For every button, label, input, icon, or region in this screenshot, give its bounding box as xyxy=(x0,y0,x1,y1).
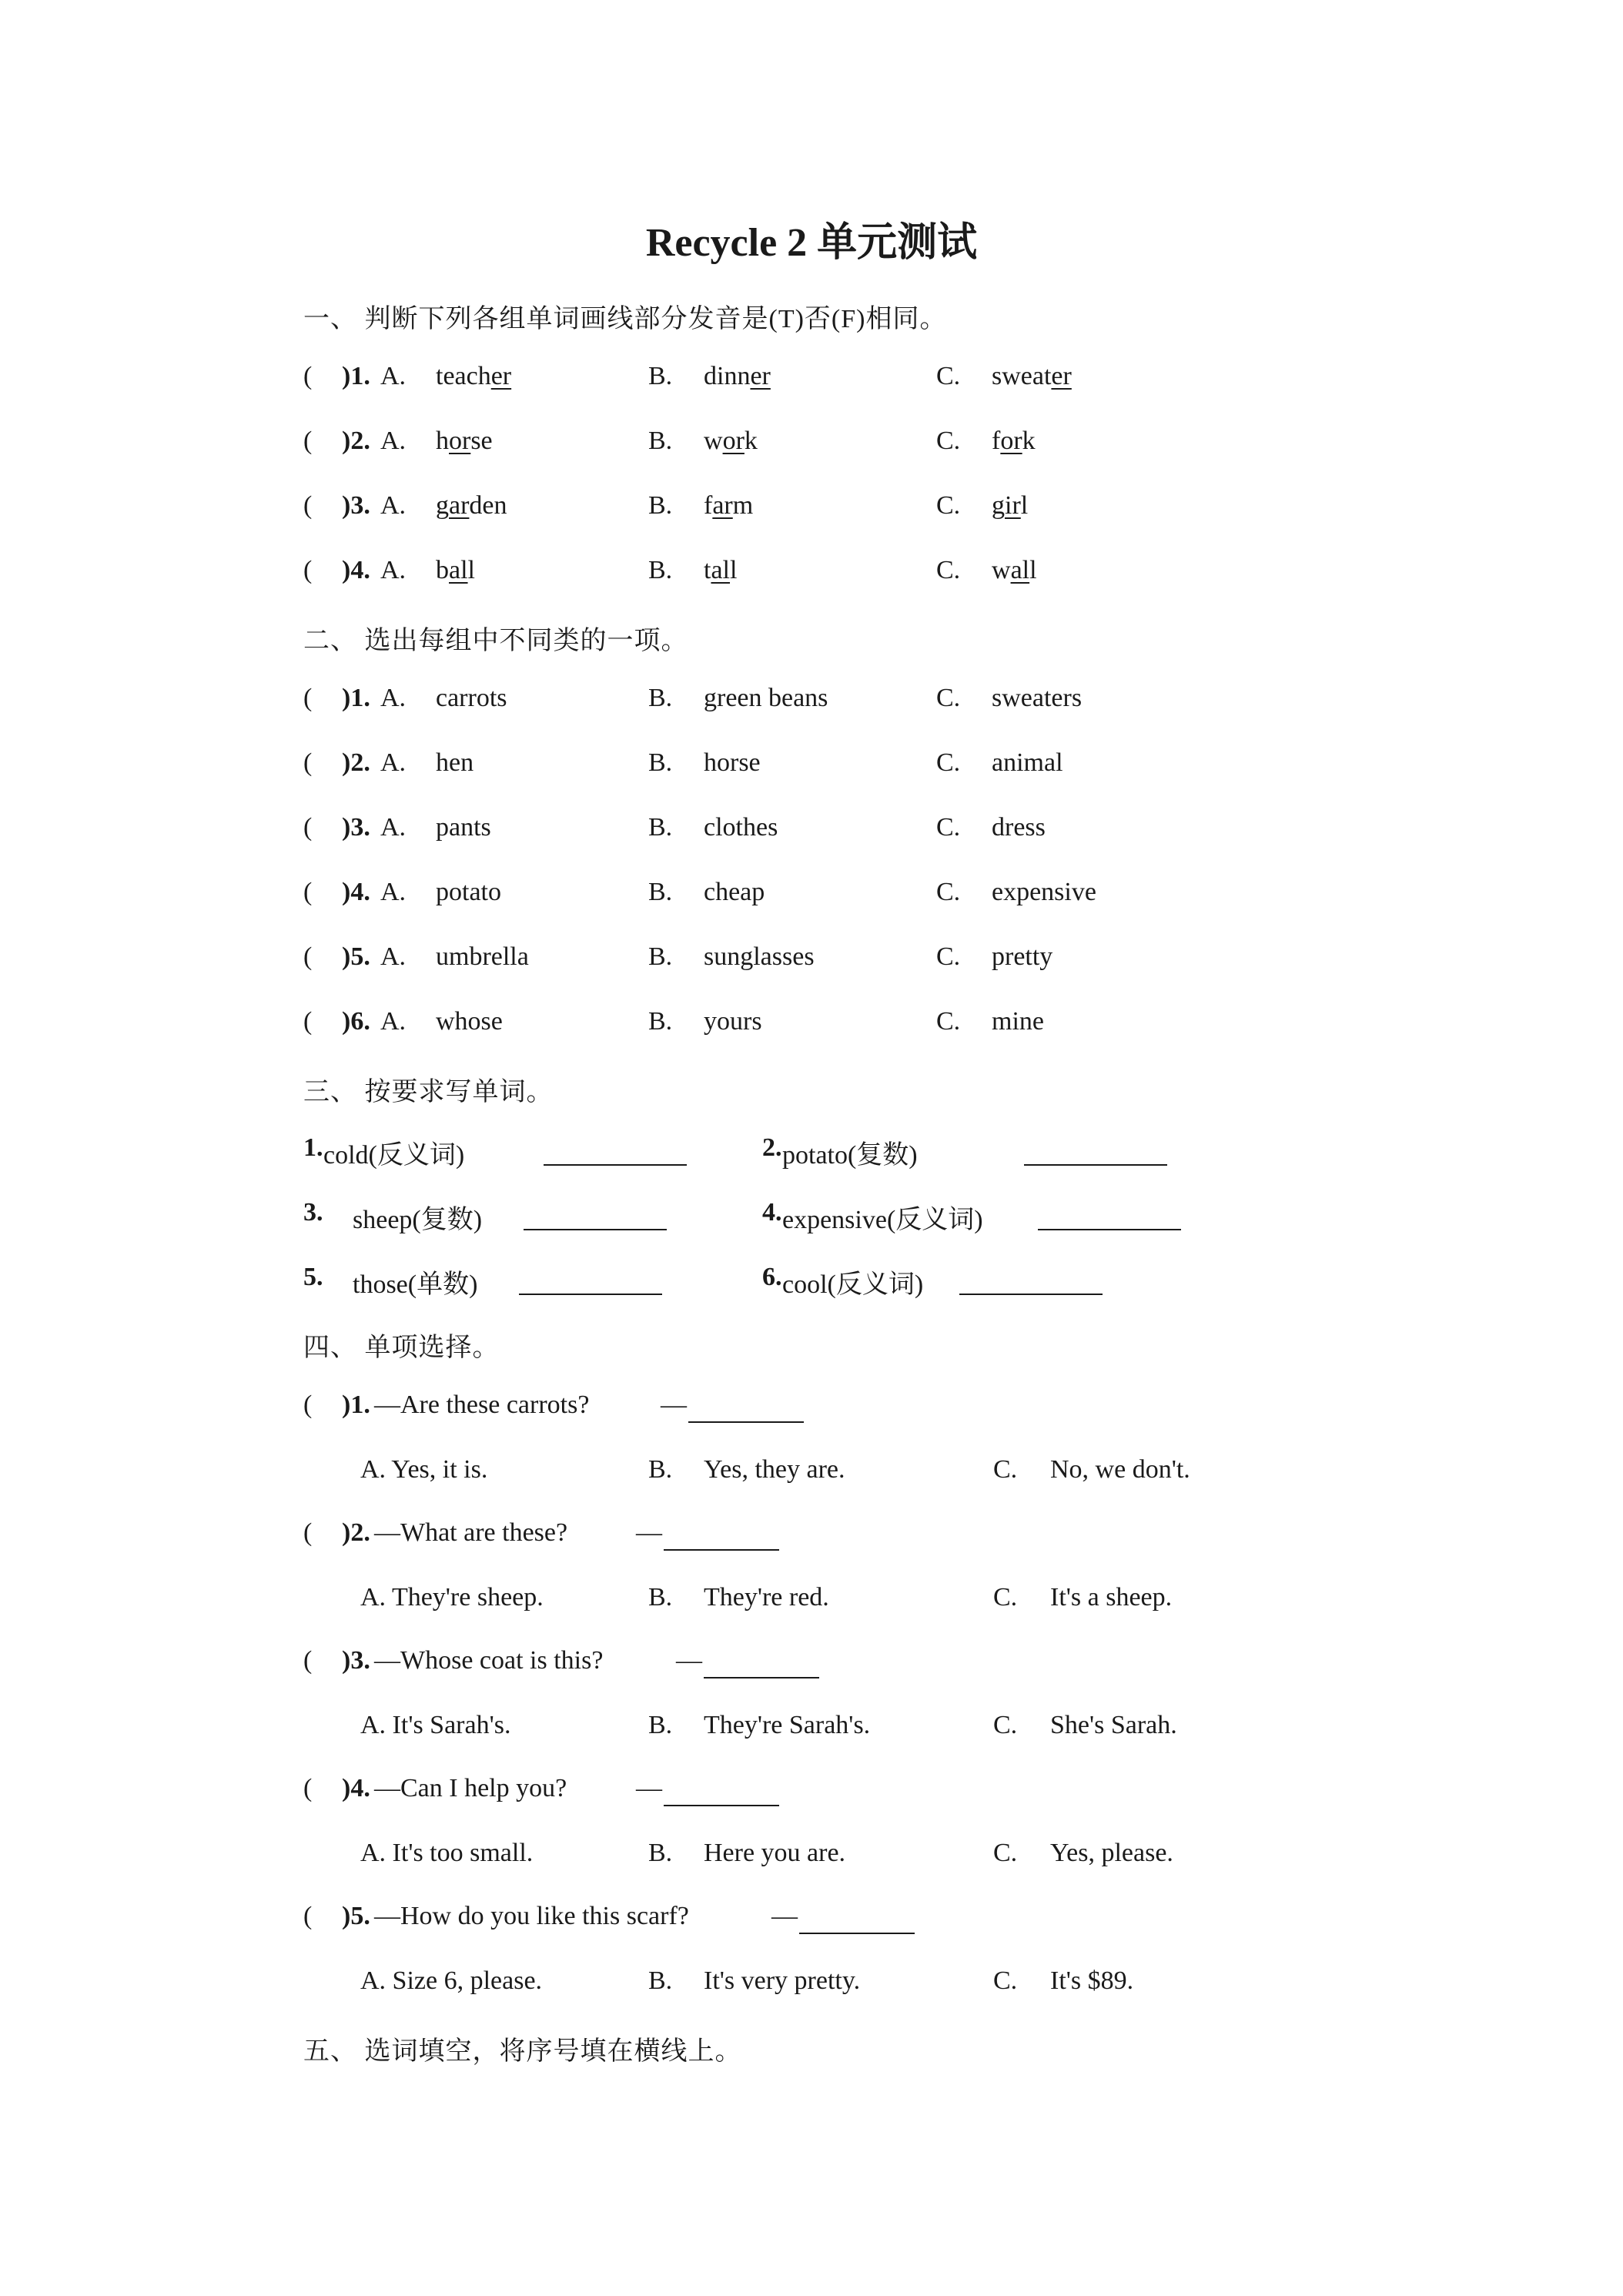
option-b-label: B. xyxy=(648,1839,673,1867)
option-c: She's Sarah. xyxy=(1050,1711,1177,1739)
option-b: dinner xyxy=(704,362,771,390)
answer-blank[interactable] xyxy=(1024,1138,1167,1166)
question-number: )4. xyxy=(342,556,370,584)
option-c-label: C. xyxy=(936,942,961,971)
option-b-label: B. xyxy=(648,748,673,777)
option-a: umbrella xyxy=(436,942,529,971)
option-c: wall xyxy=(992,556,1037,584)
question-number: )2. xyxy=(342,427,370,455)
answer-paren: ( xyxy=(303,748,313,777)
option-a: potato xyxy=(436,878,501,906)
option-b-label: B. xyxy=(648,1711,673,1739)
question-number: )3. xyxy=(342,491,370,520)
option-a-label: A. xyxy=(380,684,407,712)
option-a: garden xyxy=(436,491,507,520)
answer-paren: ( xyxy=(303,491,313,520)
question-number: )4. xyxy=(342,878,370,906)
item-text: those(单数) xyxy=(353,1270,478,1299)
item-text: potato(复数) xyxy=(782,1141,918,1170)
item-text: sheep(复数) xyxy=(353,1206,483,1234)
option-b: tall xyxy=(704,556,738,584)
item-number: 2. xyxy=(762,1133,782,1162)
option-b: Here you are. xyxy=(704,1839,846,1867)
option-c-label: C. xyxy=(993,1966,1018,1995)
question-number: )1. xyxy=(342,1391,370,1419)
option-c-label: C. xyxy=(936,878,961,906)
option-a: A. It's Sarah's. xyxy=(360,1711,511,1739)
option-b-label: B. xyxy=(648,813,673,842)
option-b-label: B. xyxy=(648,878,673,906)
option-b-label: B. xyxy=(648,684,673,712)
section-2-heading: 二、 选出每组中不同类的一项。 xyxy=(303,627,688,655)
question-text: —Are these carrots? xyxy=(374,1391,590,1419)
option-b-label: B. xyxy=(648,1455,673,1484)
question-number: )2. xyxy=(342,748,370,777)
answer-paren: ( xyxy=(303,684,313,712)
option-c-label: C. xyxy=(936,684,961,712)
answer-paren: ( xyxy=(303,942,313,971)
option-a: A. Size 6, please. xyxy=(360,1966,543,1995)
section-4-heading: 四、 单项选择。 xyxy=(303,1334,500,1362)
option-a-label: A. xyxy=(380,878,407,906)
option-c-label: C. xyxy=(993,1455,1018,1484)
option-a: whose xyxy=(436,1007,503,1036)
answer-paren: ( xyxy=(303,813,313,842)
answer-dash: — xyxy=(661,1391,687,1419)
option-c: No, we don't. xyxy=(1050,1455,1190,1484)
option-c-label: C. xyxy=(993,1839,1018,1867)
option-a-label: A. xyxy=(380,362,407,390)
option-a: teacher xyxy=(436,362,512,390)
question-text: —How do you like this scarf? xyxy=(374,1902,689,1930)
option-c-label: C. xyxy=(936,362,961,390)
option-c: animal xyxy=(992,748,1063,777)
answer-blank[interactable] xyxy=(959,1267,1103,1295)
option-c: mine xyxy=(992,1007,1044,1036)
option-c: It's $89. xyxy=(1050,1966,1134,1995)
answer-paren: ( xyxy=(303,427,313,455)
option-b: work xyxy=(704,427,758,455)
option-b-label: B. xyxy=(648,427,673,455)
answer-paren: ( xyxy=(303,878,313,906)
option-b-label: B. xyxy=(648,556,673,584)
option-c: pretty xyxy=(992,942,1053,971)
option-c: fork xyxy=(992,427,1036,455)
item-text: cool(反义词) xyxy=(782,1270,924,1299)
answer-dash: — xyxy=(676,1646,702,1675)
option-c-label: C. xyxy=(936,556,961,584)
option-b: They're Sarah's. xyxy=(704,1711,871,1739)
question-number: )5. xyxy=(342,1902,370,1930)
answer-blank[interactable] xyxy=(688,1395,804,1423)
answer-dash: — xyxy=(636,1774,662,1802)
question-number: )5. xyxy=(342,942,370,971)
option-b-label: B. xyxy=(648,1007,673,1036)
option-b: sunglasses xyxy=(704,942,815,971)
section-1-heading: 一、 判断下列各组单词画线部分发音是(T)否(F)相同。 xyxy=(303,305,947,333)
question-number: )1. xyxy=(342,684,370,712)
option-b: Yes, they are. xyxy=(704,1455,845,1484)
option-c: dress xyxy=(992,813,1046,842)
item-number: 1. xyxy=(303,1133,323,1162)
answer-paren: ( xyxy=(303,1774,313,1802)
option-a-label: A. xyxy=(380,942,407,971)
option-c: sweaters xyxy=(992,684,1083,712)
option-a: A. It's too small. xyxy=(360,1839,534,1867)
answer-paren: ( xyxy=(303,1902,313,1930)
answer-paren: ( xyxy=(303,1007,313,1036)
option-a-label: A. xyxy=(380,491,407,520)
option-a: hen xyxy=(436,748,474,777)
option-b-label: B. xyxy=(648,1966,673,1995)
option-c: girl xyxy=(992,491,1029,520)
option-b: farm xyxy=(704,491,754,520)
question-number: )3. xyxy=(342,813,370,842)
question-text: —What are these? xyxy=(374,1518,568,1547)
page-title: Recycle 2 单元测试 xyxy=(645,221,978,265)
option-b: It's very pretty. xyxy=(704,1966,861,1995)
item-text: expensive(反义词) xyxy=(782,1206,983,1234)
answer-paren: ( xyxy=(303,362,313,390)
option-c: It's a sheep. xyxy=(1050,1583,1173,1612)
option-c-label: C. xyxy=(936,1007,961,1036)
option-a: carrots xyxy=(436,684,507,712)
item-number: 4. xyxy=(762,1198,782,1227)
answer-blank[interactable] xyxy=(664,1523,779,1551)
item-text: cold(反义词) xyxy=(323,1141,465,1170)
answer-paren: ( xyxy=(303,1391,313,1419)
option-a-label: A. xyxy=(380,813,407,842)
option-c-label: C. xyxy=(936,427,961,455)
answer-blank[interactable] xyxy=(1038,1203,1181,1230)
answer-blank[interactable] xyxy=(519,1267,662,1295)
question-number: )4. xyxy=(342,1774,370,1802)
option-a: A. They're sheep. xyxy=(360,1583,544,1612)
option-c-label: C. xyxy=(993,1711,1018,1739)
option-a-label: A. xyxy=(380,556,407,584)
answer-blank[interactable] xyxy=(544,1138,687,1166)
option-c-label: C. xyxy=(993,1583,1018,1612)
question-number: )3. xyxy=(342,1646,370,1675)
answer-blank[interactable] xyxy=(799,1906,915,1934)
item-number: 5. xyxy=(303,1263,323,1291)
option-b-label: B. xyxy=(648,491,673,520)
option-a-label: A. xyxy=(380,1007,407,1036)
answer-blank[interactable] xyxy=(524,1203,667,1230)
option-a-label: A. xyxy=(380,748,407,777)
option-c: Yes, please. xyxy=(1050,1839,1173,1867)
answer-paren: ( xyxy=(303,556,313,584)
answer-dash: — xyxy=(771,1902,798,1930)
question-number: )6. xyxy=(342,1007,370,1036)
option-a: ball xyxy=(436,556,475,584)
question-number: )1. xyxy=(342,362,370,390)
option-b-label: B. xyxy=(648,362,673,390)
item-number: 6. xyxy=(762,1263,782,1291)
option-b: cheap xyxy=(704,878,765,906)
answer-dash: — xyxy=(636,1518,662,1547)
item-number: 3. xyxy=(303,1198,323,1227)
option-b-label: B. xyxy=(648,1583,673,1612)
question-text: —Can I help you? xyxy=(374,1774,567,1802)
option-c-label: C. xyxy=(936,813,961,842)
option-b: yours xyxy=(704,1007,762,1036)
section-5-heading: 五、 选词填空，将序号填在横线上。 xyxy=(303,2037,742,2066)
option-a-label: A. xyxy=(380,427,407,455)
option-b-label: B. xyxy=(648,942,673,971)
option-b: They're red. xyxy=(704,1583,829,1612)
option-c-label: C. xyxy=(936,491,961,520)
option-b: green beans xyxy=(704,684,828,712)
option-a: pants xyxy=(436,813,491,842)
question-number: )2. xyxy=(342,1518,370,1547)
option-c-label: C. xyxy=(936,748,961,777)
answer-paren: ( xyxy=(303,1646,313,1675)
option-a: A. Yes, it is. xyxy=(360,1455,488,1484)
answer-blank[interactable] xyxy=(704,1651,819,1678)
option-c: sweater xyxy=(992,362,1072,390)
option-b: horse xyxy=(704,748,761,777)
option-c: expensive xyxy=(992,878,1096,906)
option-b: clothes xyxy=(704,813,778,842)
answer-blank[interactable] xyxy=(664,1779,779,1806)
section-3-heading: 三、 按要求写单词。 xyxy=(303,1078,554,1106)
option-a: horse xyxy=(436,427,493,455)
question-text: —Whose coat is this? xyxy=(374,1646,604,1675)
answer-paren: ( xyxy=(303,1518,313,1547)
